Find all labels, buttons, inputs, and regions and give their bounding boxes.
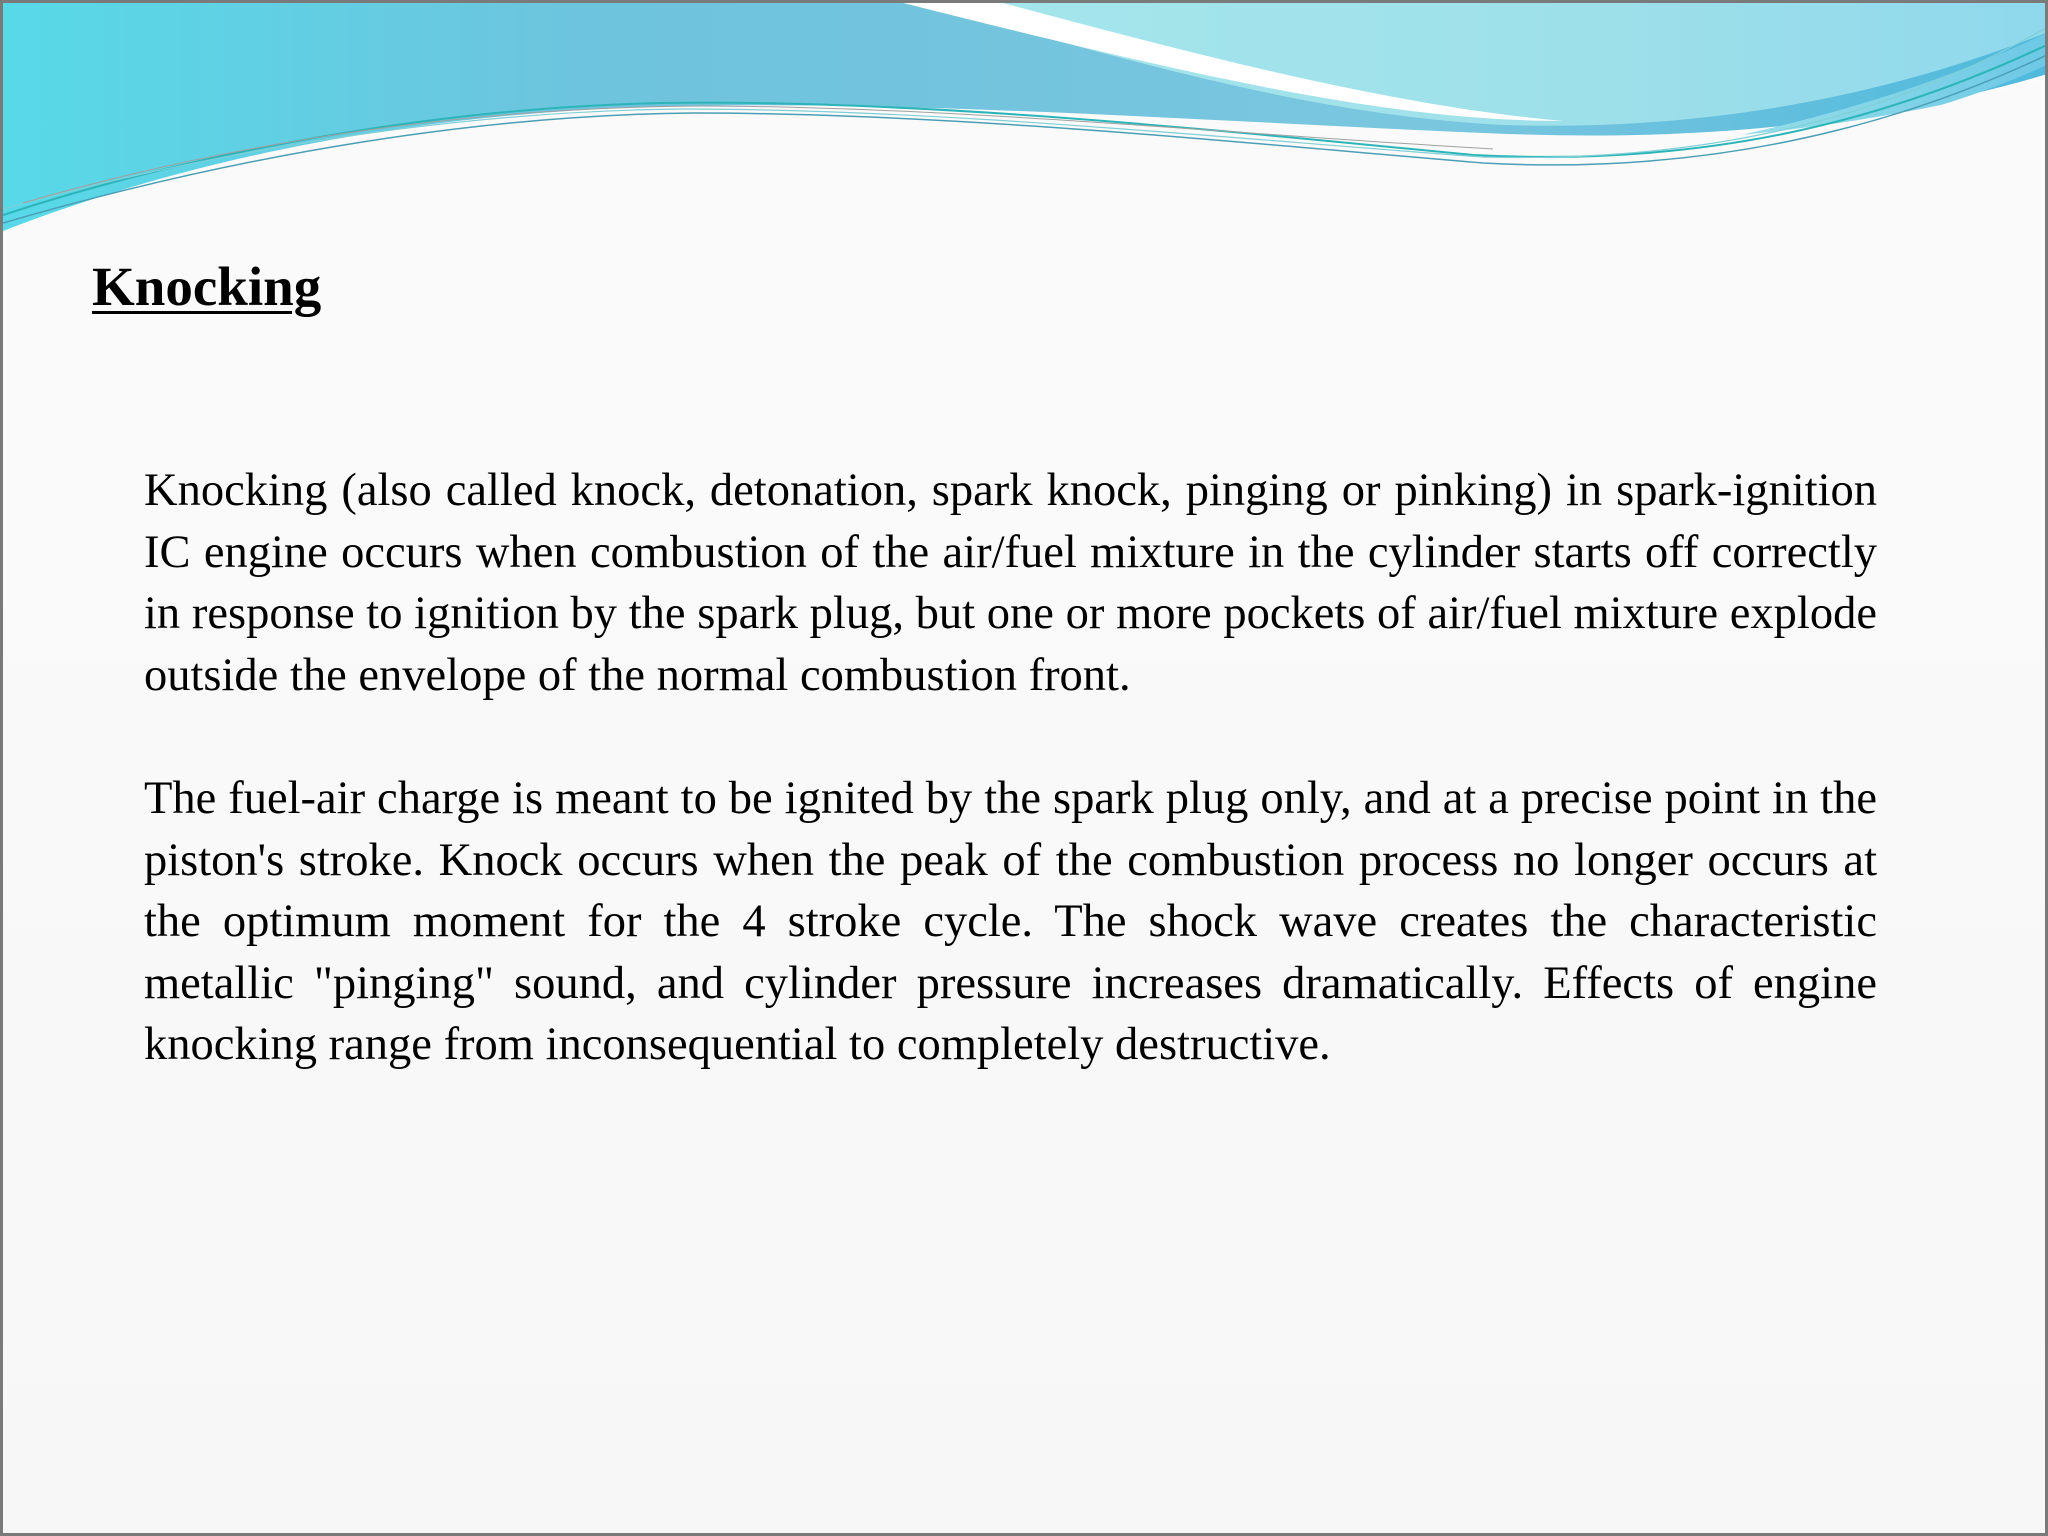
wave-banner-decoration — [3, 3, 2048, 243]
paragraph-explanation: The fuel-air charge is meant to be ignited by the spark plug only, and at a precise point in the piston's stroke. Knock occurs when the peak of the combustion process no longer occurs at the optimum moment for the 4 stroke cycle. The shock wave creates the characteristic metallic "pinging" sound, and cylinder pressure increases dramatically. Effects of engine knocking range from inconsequential to completely destructive. — [144, 773, 1877, 1070]
slide-title: Knocking — [92, 256, 322, 317]
paragraph-definition: Knocking (also called knock, detonation, spark knock, pinging or pinking) in spark-ignition IC engine occurs when combustion of the air/fuel mixture in the cylinder starts off correctly in response to ignition by the spark plug, but one or more pockets of air/fuel mixture explode outside the envelope of the normal combustion front. — [144, 465, 1877, 701]
